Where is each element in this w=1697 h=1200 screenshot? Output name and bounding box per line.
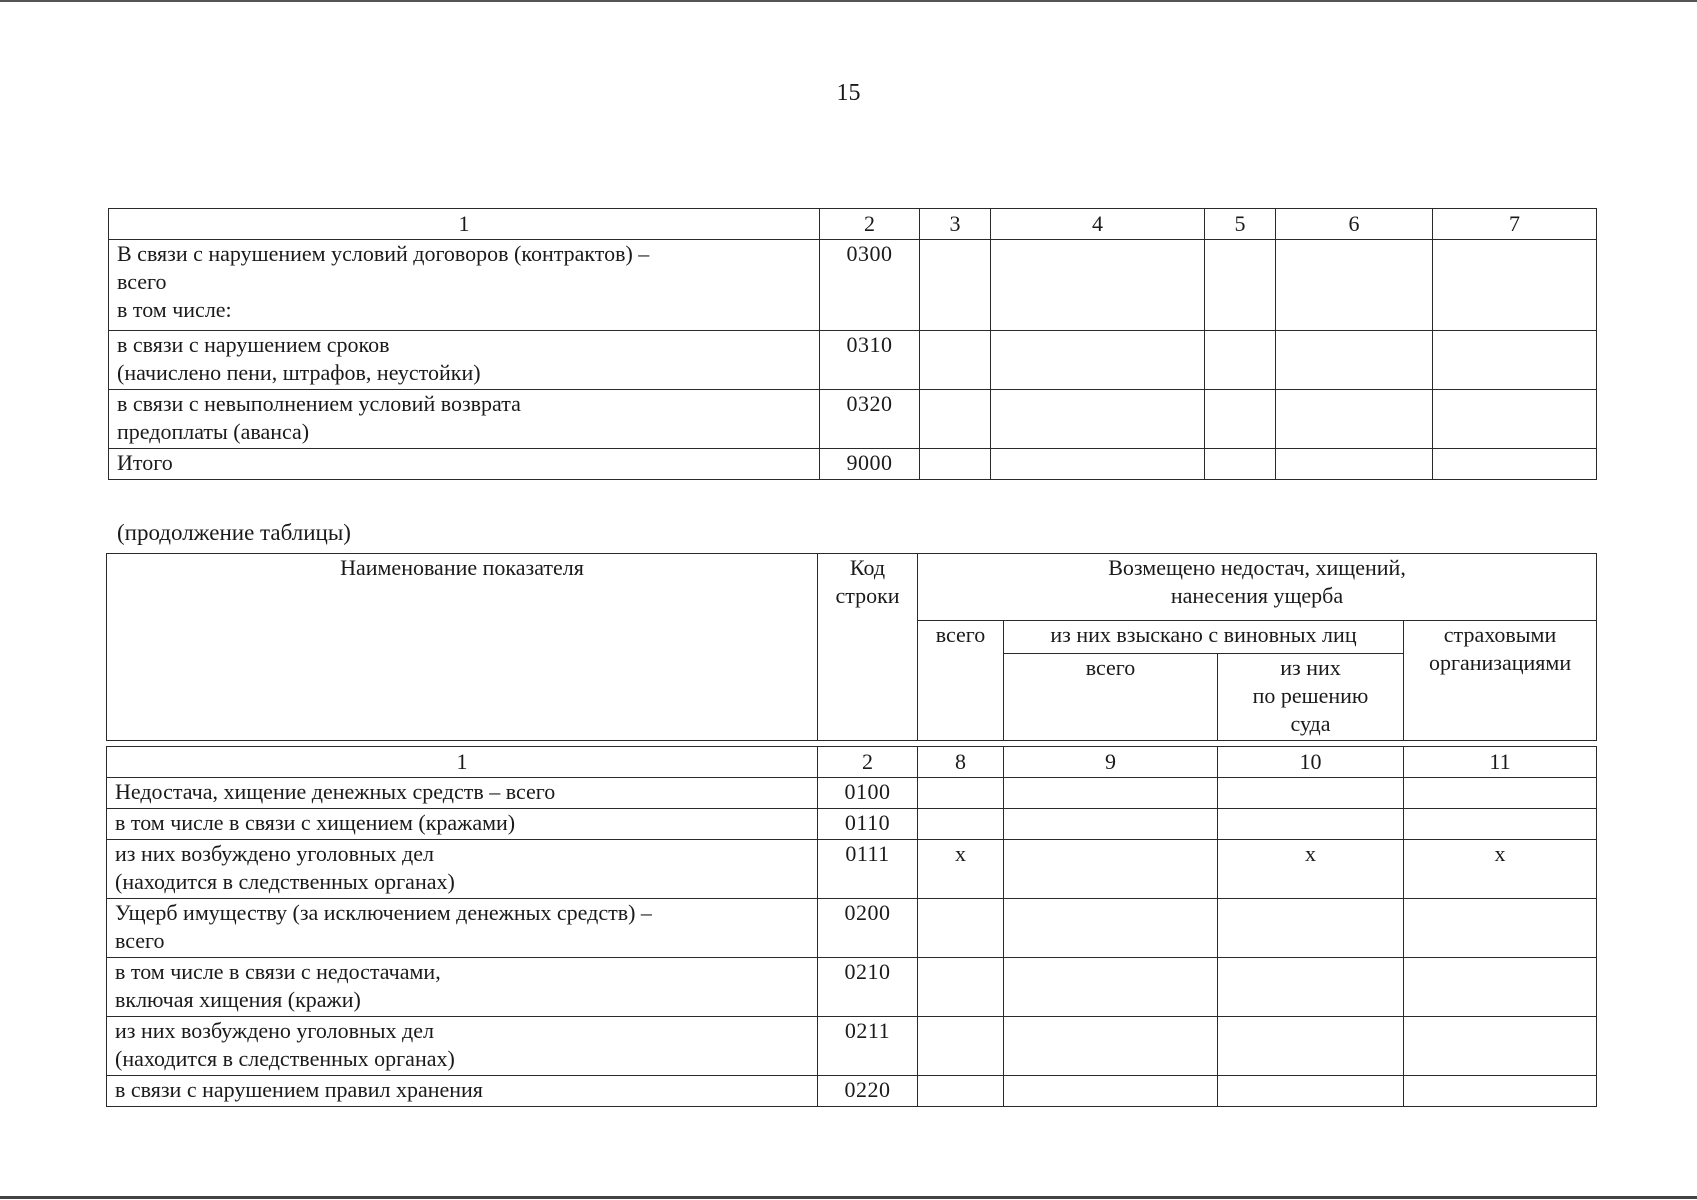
data-cell xyxy=(920,240,991,331)
data-cell xyxy=(991,240,1205,331)
bottom-table-column-numbers xyxy=(107,747,1597,778)
data-cell xyxy=(1004,840,1218,899)
data-cell xyxy=(1404,958,1597,1017)
data-cell xyxy=(1205,449,1276,480)
row-code: 0211 xyxy=(818,1017,918,1076)
indicator-name: в связи с нарушением правил хранения xyxy=(107,1076,818,1107)
column-number: 6 xyxy=(1276,209,1433,240)
data-cell xyxy=(1004,778,1218,809)
data-cell xyxy=(1205,390,1276,449)
data-cell xyxy=(1404,809,1597,840)
data-cell xyxy=(1004,1076,1218,1107)
page-number: 15 xyxy=(836,80,861,106)
data-cell xyxy=(1004,1017,1218,1076)
row-code: 9000 xyxy=(820,449,920,480)
data-cell xyxy=(918,1017,1004,1076)
row-code: 0210 xyxy=(818,958,918,1017)
data-cell xyxy=(1404,778,1597,809)
top-table xyxy=(108,208,1597,480)
data-cell xyxy=(1276,390,1433,449)
data-cell xyxy=(1433,240,1597,331)
data-cell xyxy=(1205,331,1276,390)
data-cell xyxy=(991,390,1205,449)
header-compensated-group: Возмещено недостач, хищений, нанесения ущерба xyxy=(918,554,1597,621)
column-number: 4 xyxy=(991,209,1205,240)
column-number: 9 xyxy=(1004,747,1218,778)
continuation-label: (продолжение таблицы) xyxy=(117,520,351,545)
table-row xyxy=(107,840,1597,899)
data-cell xyxy=(991,331,1205,390)
column-number: 3 xyxy=(920,209,991,240)
data-cell xyxy=(918,958,1004,1017)
header-indicator-name: Наименование показателя xyxy=(107,554,818,741)
data-cell xyxy=(991,449,1205,480)
data-cell xyxy=(1218,899,1404,958)
indicator-name: Недостача, хищение денежных средств – всего xyxy=(107,778,818,809)
data-cell xyxy=(920,449,991,480)
header-recovered-total: всего xyxy=(1004,654,1218,741)
data-cell xyxy=(1218,1076,1404,1107)
data-cell xyxy=(1218,809,1404,840)
header-row-code: Код строки xyxy=(818,554,918,741)
indicator-name: в связи с нарушением сроков (начислено пени, штрафов, неустойки) xyxy=(109,331,820,390)
data-cell: х xyxy=(918,840,1004,899)
bottom-edge-rule xyxy=(0,1196,1697,1199)
data-cell xyxy=(920,390,991,449)
table-row xyxy=(107,1017,1597,1076)
data-cell xyxy=(1218,778,1404,809)
data-cell xyxy=(918,778,1004,809)
row-code: 0300 xyxy=(820,240,920,331)
data-cell xyxy=(1404,1076,1597,1107)
row-code: 0100 xyxy=(818,778,918,809)
top-table-column-numbers xyxy=(109,209,1597,240)
column-number: 7 xyxy=(1433,209,1597,240)
bottom-table-body xyxy=(106,746,1597,1107)
row-code: 0320 xyxy=(820,390,920,449)
column-number: 1 xyxy=(107,747,818,778)
data-cell xyxy=(1004,958,1218,1017)
data-cell xyxy=(1276,240,1433,331)
row-code: 0110 xyxy=(818,809,918,840)
row-code: 0200 xyxy=(818,899,918,958)
column-number: 2 xyxy=(818,747,918,778)
data-cell xyxy=(1433,449,1597,480)
data-cell: х xyxy=(1404,840,1597,899)
table-row xyxy=(107,778,1597,809)
header-recovered-by-court: из них по решению суда xyxy=(1218,654,1404,741)
indicator-name: из них возбуждено уголовных дел (находится в следственных органах) xyxy=(107,1017,818,1076)
table-row xyxy=(107,958,1597,1017)
table-row xyxy=(107,809,1597,840)
table-row xyxy=(109,240,1597,331)
column-number: 1 xyxy=(109,209,820,240)
data-cell xyxy=(1433,331,1597,390)
data-cell xyxy=(1218,1017,1404,1076)
data-cell xyxy=(920,331,991,390)
table-row xyxy=(107,1076,1597,1107)
data-cell xyxy=(918,899,1004,958)
column-number: 8 xyxy=(918,747,1004,778)
data-cell xyxy=(1404,899,1597,958)
indicator-name: из них возбуждено уголовных дел (находится в следственных органах) xyxy=(107,840,818,899)
indicator-name: в связи с невыполнением условий возврата предоплаты (аванса) xyxy=(109,390,820,449)
table-row xyxy=(109,390,1597,449)
indicator-name: в том числе в связи с хищением (кражами) xyxy=(107,809,818,840)
data-cell xyxy=(1404,1017,1597,1076)
table-row xyxy=(107,899,1597,958)
column-number: 10 xyxy=(1218,747,1404,778)
column-number: 11 xyxy=(1404,747,1597,778)
indicator-name: Ущерб имуществу (за исключением денежных средств) – всего xyxy=(107,899,818,958)
data-cell: х xyxy=(1218,840,1404,899)
data-cell xyxy=(918,1076,1004,1107)
table-row xyxy=(109,331,1597,390)
header-recovered-group: из них взыскано с виновных лиц xyxy=(1004,621,1404,654)
data-cell xyxy=(1205,240,1276,331)
indicator-name: в том числе в связи с недостачами, включая хищения (кражи) xyxy=(107,958,818,1017)
table-row-total xyxy=(109,449,1597,480)
data-cell xyxy=(1276,331,1433,390)
data-cell xyxy=(1004,899,1218,958)
row-code: 0220 xyxy=(818,1076,918,1107)
data-cell xyxy=(918,809,1004,840)
column-number: 5 xyxy=(1205,209,1276,240)
data-cell xyxy=(1218,958,1404,1017)
top-edge-rule xyxy=(0,0,1697,2)
data-cell xyxy=(1004,809,1218,840)
column-number: 2 xyxy=(820,209,920,240)
header-insurers: страховыми организациями xyxy=(1404,621,1597,741)
header-total: всего xyxy=(918,621,1004,741)
indicator-name: В связи с нарушением условий договоров (контрактов) – всего в том числе: xyxy=(109,240,820,331)
row-code: 0310 xyxy=(820,331,920,390)
bottom-table-header xyxy=(106,553,1597,741)
row-code: 0111 xyxy=(818,840,918,899)
indicator-name: Итого xyxy=(109,449,820,480)
data-cell xyxy=(1433,390,1597,449)
data-cell xyxy=(1276,449,1433,480)
